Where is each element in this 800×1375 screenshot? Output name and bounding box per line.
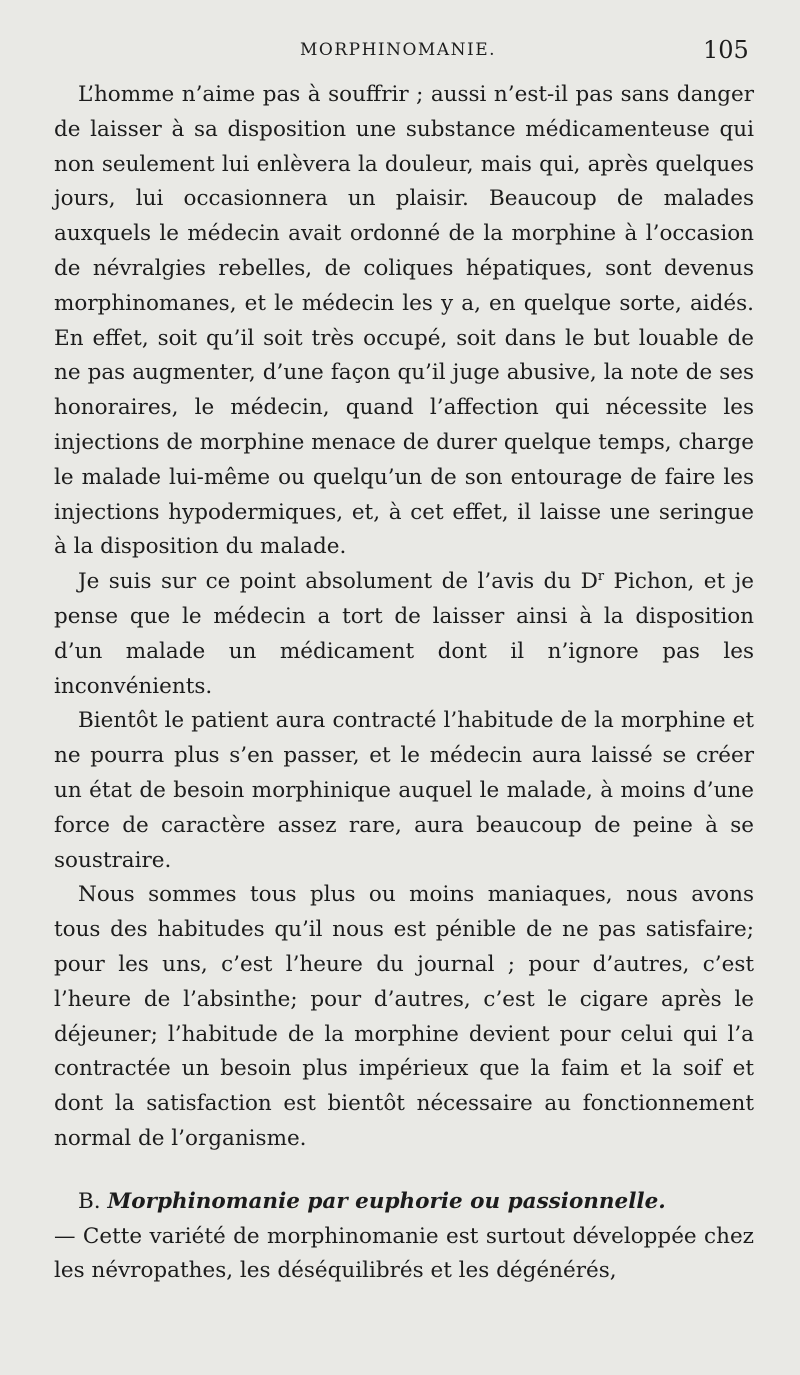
section-title: Morphinomanie par euphorie ou passionnelle.	[107, 1188, 666, 1214]
paragraph-2-after: Pichon, et je pense que le médecin a tort de laisser ainsi à la disposition d’un malade un médicament dont il n’ignore pas les inconvénients.	[54, 569, 754, 699]
body-text	[54, 78, 754, 1289]
doctor-superscript: r	[597, 569, 605, 584]
paragraph-2-before: Je suis sur ce point absolument de l’avis du D	[78, 569, 598, 595]
section-b-text: — Cette variété de morphinomanie est surtout développée chez les névropathes, les déséquilibrés et les dégénérés,	[54, 1223, 754, 1284]
paragraph-4: Nous sommes tous plus ou moins maniaques, nous avons tous des habitudes qu’il nous est pénible de ne pas satisfaire; pour les uns, c’est l’heure du journal ; pour d’autres, c’est l’heure de l’absinthe; pour d’autres, c’est le cigare après le déjeuner; l’habitude de la morphine devient pour celui qui l’a contractée un besoin plus impérieux que la faim et la soif et dont la satisfaction est bientôt nécessaire au fonctionnement normal de l’organisme.	[54, 882, 754, 1151]
paragraph-1: L’homme n’aime pas à souffrir ; aussi n’est-il pas sans danger de laisser à sa disposition une substance médicamenteuse qui non seulement lui enlèvera la douleur, mais qui, après quelques jours, lui occasionnera un plaisir. Beaucoup de malades auxquels le médecin avait ordonné de la morphine à l’occasion de névralgies rebelles, de coliques hépatiques, sont devenus morphinomanes, et le médecin les y a, en quelque sorte, aidés. En effet, soit qu’il soit très occupé, soit dans le but louable de ne pas augmenter, d’une façon qu’il juge abusive, la note de ses honoraires, le médecin, quand l’affection qui nécessite les injections de morphine menace de durer quelque temps, charge le malade lui-même ou quelqu’un de son entourage de faire les injections hypodermiques, et, à cet effet, il laisse une seringue à la disposition du malade.	[54, 82, 754, 560]
running-title: MORPHINOMANIE.	[300, 40, 497, 60]
running-head	[0, 36, 800, 66]
page-number: 105	[703, 36, 749, 64]
section-label: B.	[78, 1188, 101, 1214]
section-b	[54, 1185, 754, 1289]
paragraph-2	[54, 565, 754, 704]
paragraph-3: Bientôt le patient aura contracté l’habitude de la morphine et ne pourra plus s’en passer, et le médecin aura laissé se créer un état de besoin morphinique auquel le malade, à moins d’une force de caractère assez rare, aura beaucoup de peine à se soustraire.	[54, 708, 754, 873]
